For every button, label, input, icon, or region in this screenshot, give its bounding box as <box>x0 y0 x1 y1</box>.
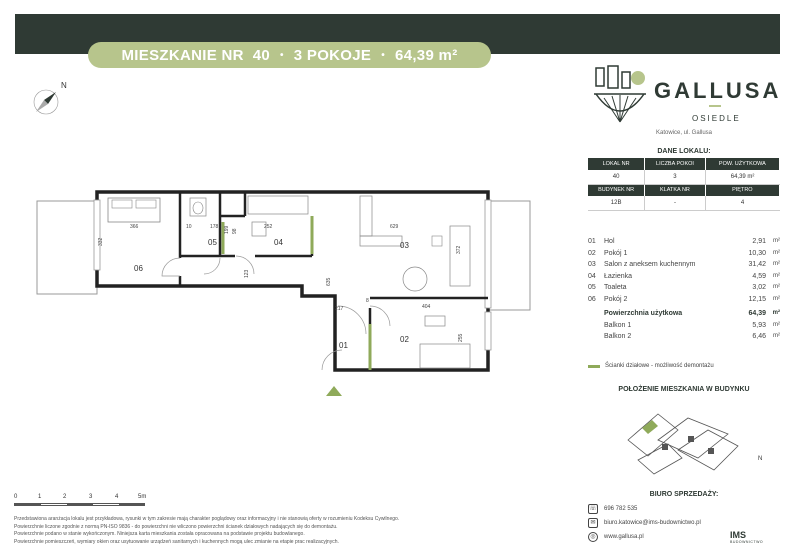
room-row: 02 Pokój 1 10,30 m² <box>588 249 780 257</box>
separator-dot: • <box>279 49 284 61</box>
room-label-05: 05 <box>208 238 217 247</box>
ims-logo <box>730 530 763 544</box>
scale-label: 0 <box>14 494 18 500</box>
compass-icon <box>30 86 62 118</box>
north-label: N <box>61 81 67 90</box>
header-cell: LOKAL NR <box>588 158 645 170</box>
dim: 178 <box>210 224 219 230</box>
room-row: 05 Toaleta 3,02 m² <box>588 284 780 291</box>
dane-table <box>588 158 780 211</box>
dim: 123 <box>244 269 250 278</box>
value-cell: 64,39 m² <box>705 170 779 184</box>
dim: 217 <box>335 306 344 312</box>
dim: 629 <box>390 224 399 230</box>
balcony-1 <box>37 201 97 294</box>
window <box>94 200 100 270</box>
room-row: 06 Pokój 2 12,15 m² <box>588 295 780 303</box>
separator-dot: • <box>381 49 386 61</box>
header-cell: PIĘTRO <box>705 184 779 196</box>
value-cell: 40 <box>588 170 645 184</box>
position-title: POŁOŻENIE MIESZKANIA W BUDYNKU <box>618 386 750 393</box>
dim: 255 <box>458 333 464 342</box>
dim: 372 <box>456 245 462 254</box>
logo-icon <box>592 64 648 126</box>
legend-label: Ścianki działowe - możliwość demontażu <box>605 363 714 369</box>
scale-label: 2 <box>63 494 67 500</box>
room-label-01: 01 <box>339 341 348 350</box>
email-row <box>588 518 701 528</box>
room-label-03: 03 <box>400 241 409 250</box>
rooms-count: 3 POKOJE <box>293 46 372 64</box>
site-north-label: N <box>758 456 763 462</box>
scale-bar <box>14 494 154 508</box>
window <box>485 312 491 350</box>
header-cell: KLATKA NR <box>645 184 705 196</box>
header-cell: LICZBA POKOI <box>645 158 705 170</box>
globe-icon: ◎ <box>588 532 598 542</box>
floor-plan <box>30 186 535 400</box>
ims-subtitle: BUDOWNICTWO <box>730 540 764 544</box>
dim: 404 <box>422 304 431 310</box>
footnote: Powierzchnie pomieszczeń, wymiary okien oraz usytuowanie urządzeń sanitarnych i kuchennych mogą ulec zmianie na etapie prac realizacyjnych. <box>14 538 339 545</box>
dane-title: DANE LOKALU: <box>657 148 711 155</box>
dim: 366 <box>130 224 139 230</box>
website[interactable]: www.gallusa.pl <box>604 534 644 540</box>
apartment-title <box>88 42 491 68</box>
web-row <box>588 532 644 542</box>
room-row: 04 Łazienka 4,59 m² <box>588 272 780 280</box>
footnote: Powierzchnie podano w stanie wykończonym. Niniejsza karta mieszkania została opracowana na podstawie projektu budowlanego. <box>14 531 305 537</box>
brand-name: GALLUSA <box>654 78 782 103</box>
dim: 98 <box>232 228 238 234</box>
value-cell: 12B <box>588 196 645 210</box>
header-cell: POW. UŻYTKOWA <box>705 158 779 170</box>
phone[interactable]: 696 782 535 <box>604 506 638 512</box>
dim: 252 <box>264 224 273 230</box>
compass <box>28 80 74 120</box>
room-label-02: 02 <box>400 335 409 344</box>
balcony-row: Balkon 2 6,46 m² <box>604 333 780 340</box>
brand-accent-bar <box>709 105 721 107</box>
room-label-06: 06 <box>134 264 143 273</box>
window <box>485 200 491 308</box>
room-list <box>588 238 780 345</box>
outer-wall <box>97 192 488 370</box>
scale-label: 1 <box>38 494 42 500</box>
apartment-area: 64,39 m² <box>395 46 458 64</box>
scale-label: 3 <box>89 494 93 500</box>
dim: 8 <box>366 298 369 304</box>
scale-bar-graphic <box>14 503 145 506</box>
footnote: Przedstawiona aranżacja lokalu jest przykładowa, rysunki w tym zakresie mają charakter poglądowy oraz informacyjny i nie stanowią oferty w rozumieniu Kodeksu Cywilnego. <box>14 516 400 522</box>
room-row: 01 Hol 2,91 m² <box>588 238 780 245</box>
apartment-label: MIESZKANIE NR 40 <box>121 46 270 64</box>
sales-office-title: BIURO SPRZEDAŻY: <box>649 491 719 498</box>
phone-row <box>588 504 637 514</box>
footnote: Powierzchnie liczone zgodnie z normą PN-ISO 9836 - do powierzchni nie wliczono powierzchni ścianek działowych nadających się do demontażu. <box>14 523 338 530</box>
ims-name: IMS <box>730 530 747 540</box>
footnotes <box>14 516 574 546</box>
building-site-map <box>618 400 763 478</box>
total-area-row: Powierzchnia użytkowa 64,39 m² <box>604 310 780 317</box>
email[interactable]: biuro.katowice@ims-budownictwo.pl <box>604 520 701 526</box>
balcony-row: Balkon 1 5,93 m² <box>604 321 780 329</box>
entrance-arrow <box>326 386 342 396</box>
location: Katowice, ul. Gallusa <box>655 130 713 136</box>
value-cell: - <box>645 196 705 210</box>
dim: 635 <box>326 277 332 286</box>
value-cell: 4 <box>705 196 779 210</box>
legend <box>588 363 714 369</box>
dim: 10 <box>186 224 192 230</box>
value-cell: 3 <box>645 170 705 184</box>
scale-label: 5m <box>138 494 147 500</box>
header-cell: BUDYNEK NR <box>588 184 645 196</box>
mail-icon: ✉ <box>588 518 598 528</box>
brand-subtitle: OSIEDLE <box>692 114 741 123</box>
dim: 332 <box>98 237 104 246</box>
phone-icon: ☏ <box>589 506 597 512</box>
scale-label: 4 <box>115 494 119 500</box>
site-map-drawing <box>618 400 758 478</box>
partition-swatch <box>588 365 600 368</box>
dim: 199 <box>224 225 230 234</box>
room-label-04: 04 <box>274 238 283 247</box>
room-row: 03 Salon z aneksem kuchennym 31,42 m² <box>588 261 780 268</box>
